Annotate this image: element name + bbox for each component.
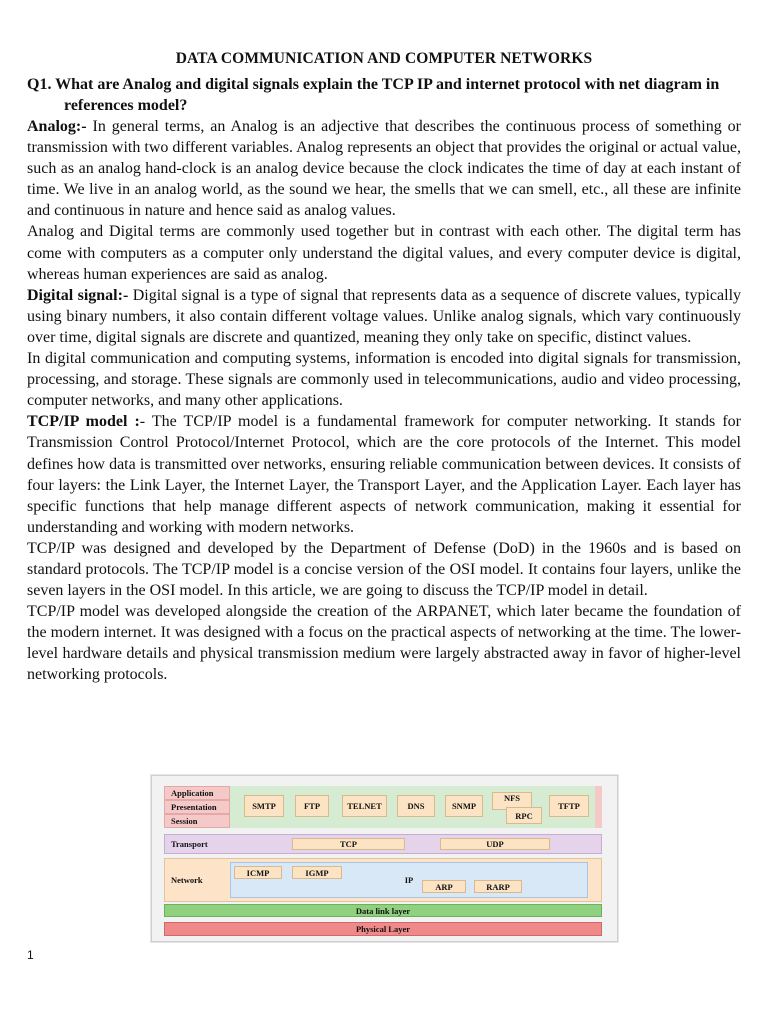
right-edge-marker [595, 786, 602, 828]
protocol-ftp: FTP [295, 795, 329, 817]
protocol-nfs: NFS [492, 792, 532, 810]
tcpip-text: The TCP/IP model is a fundamental framework for computer networking. It stands for Transmission Control Protocol/Internet Protocol, which are the core protocols of the Internet. This model defines how data is transmitted over networks, ensuring reliable communication between devices. It consists of four layers: the Link Layer, the Internet Layer, the Transport Layer, and the Application Layer. Each layer has specific functions that help manage different aspects of network communication, making it essential for understanding and working with modern networks. [27, 413, 741, 536]
protocol-dns: DNS [397, 795, 435, 817]
analog-term: Analog [27, 118, 76, 135]
protocol-rpc: RPC [506, 807, 542, 824]
digital-paragraph [27, 285, 741, 348]
protocol-rarp: RARP [474, 880, 522, 893]
layer-application: Application [164, 786, 230, 800]
protocol-telnet: TELNET [342, 795, 387, 817]
arpanet-paragraph: TCP/IP model was developed alongside the creation of the ARPANET, which later became the foundation of the modern internet. It was designed with a focus on the practical aspects of networking at the time. The lower-level hardware details and physical transmission medium were largely abstracted away in favor of higher-level networking protocols. [27, 603, 741, 684]
question-heading: Q1. What are Analog and digital signals explain the TCP IP and internet protocol with net diagram in references model? [27, 76, 720, 114]
protocol-snmp: SNMP [445, 795, 483, 817]
analog-text: In general terms, an Analog is an adjective that describes the continuous process of something or transmission with two different variables. Analog represents an object that provides the original or actual value, such as an analog hand-clock is an analog device because the clock indicates the time of day at each instant of time. We live in an analog world, as the sound we hear, the smells that we can smell, etc., all these are infinite and continuous in nature and hence said as analog values. [27, 118, 742, 220]
layer-session: Session [164, 814, 230, 828]
layer-transport: Transport [164, 834, 602, 854]
protocol-tftp: TFTP [549, 795, 589, 817]
page-number: 1 [27, 948, 34, 962]
layer-datalink: Data link layer [164, 904, 602, 917]
tcpip-sep: - [139, 413, 152, 431]
protocol-tcp: TCP [292, 838, 405, 850]
digital-comm-paragraph: In digital communication and computing systems, information is encoded into digital signals for transmission, processing, and storage. These signals are commonly used in telecommunications, audio and video processing, computer networks, and many other applications. [27, 350, 741, 410]
protocol-udp: UDP [440, 838, 550, 850]
tcpip-layer-diagram [151, 775, 618, 942]
analog-digital-paragraph: Analog and Digital terms are commonly used together but in contrast with each other. The digital term has come with computers as a computer only understand the digital values, and every computer device is digital, whereas human experiences are said as analog. [27, 223, 741, 283]
protocol-icmp: ICMP [234, 866, 282, 879]
layer-presentation: Presentation [164, 800, 230, 814]
layer-physical: Physical Layer [164, 922, 602, 936]
document-title: DATA COMMUNICATION AND COMPUTER NETWORKS [175, 50, 593, 67]
analog-sep: :- [75, 118, 93, 135]
digital-text: Digital signal is a type of signal that represents data as a sequence of discrete values, typically using binary numbers, it also contain different voltage values. Unlike analog signals, which vary continuously over time, digital signals are discrete and quantized, meaning they only take on specific, distinct values. [27, 286, 742, 346]
digital-term: Digital signal [27, 286, 118, 304]
dod-paragraph: TCP/IP was designed and developed by the Department of Defense (DoD) in the 1960s and is based on standard protocols. The TCP/IP model is a concise version of the OSI model. It contains four layers, unlike the seven layers in the OSI model. In this article, we are going to discuss the TCP/IP model in detail. [27, 539, 741, 600]
protocol-smtp: SMTP [244, 795, 284, 817]
document-page [27, 50, 741, 686]
protocol-arp: ARP [422, 880, 466, 893]
tcpip-paragraph [27, 411, 741, 538]
digital-sep: :- [117, 286, 133, 304]
tcpip-term: TCP/IP model : [27, 413, 140, 431]
analog-paragraph [27, 116, 741, 221]
layer-network: Network [164, 858, 602, 902]
protocol-igmp: IGMP [292, 866, 342, 879]
ip-area: IP [230, 862, 588, 898]
